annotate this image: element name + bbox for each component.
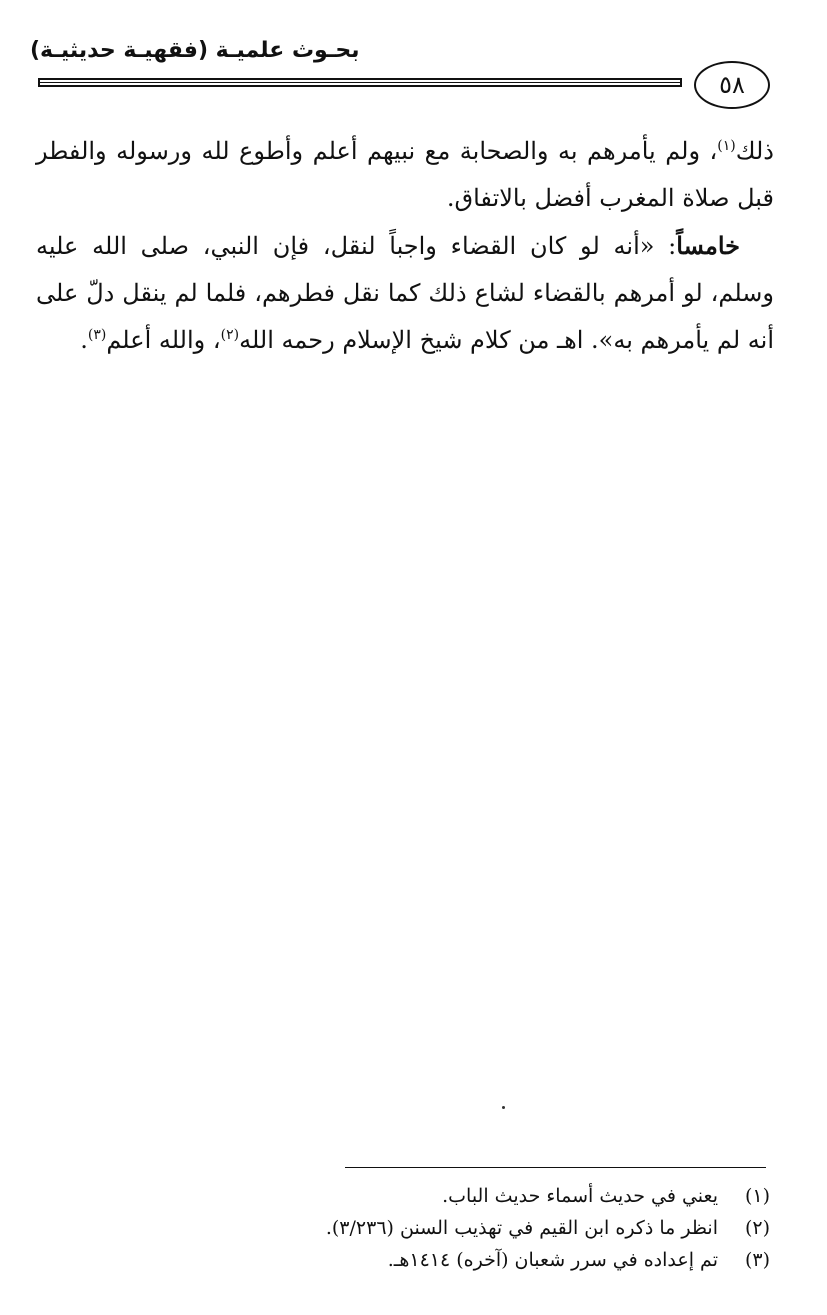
main-text	[36, 128, 774, 364]
paragraph-2-end: .	[80, 326, 88, 354]
footnotes	[180, 1180, 770, 1276]
footnote-text: تم إعداده في سرر شعبان (آخره) ١٤١٤هـ.	[387, 1249, 718, 1271]
paragraph-1-start: ذلك	[735, 137, 774, 165]
footnote-separator	[345, 1167, 766, 1168]
paragraph-2-text: : «أنه لو كان القضاء واجباً لنقل، فإن النبي، صلى الله عليه وسلم، لو أمرهم بالقضاء لشاع ذلك كما نقل فطرهم، فلما لم ينقل دلّ على أنه لم يأمرهم به». اهـ من كلام شيخ الإسلام رحمه الله	[36, 232, 774, 354]
paragraph-2	[36, 222, 774, 364]
paragraph-1-text: ، ولم يأمرهم به والصحابة مع نبيهم أعلم وأطوع لله ورسوله والفطر قبل صلاة المغرب أفضل بالاتفاق.	[36, 137, 774, 212]
header-rule	[38, 78, 682, 87]
footnote-ref-1: (١)	[717, 138, 736, 154]
footnote-number: (٢)	[744, 1217, 770, 1239]
footnote-text: يعني في حديث أسماء حديث الباب.	[442, 1185, 718, 1207]
stray-dot	[502, 1106, 505, 1109]
footnote-number: (٣)	[744, 1249, 770, 1271]
footnote-ref-3: (٣)	[87, 327, 107, 343]
running-header-title: بحـوث علميـة (فقهيـة حديثيـة)	[30, 38, 360, 63]
paragraph-1	[36, 128, 774, 222]
footnote-item	[180, 1212, 770, 1244]
page-number: ٥٨	[694, 61, 770, 109]
paragraph-2-closing: ، والله أعلم	[106, 326, 221, 354]
footnote-item	[180, 1244, 770, 1276]
footnote-text: انظر ما ذكره ابن القيم في تهذيب السنن (٣/٢٣٦).	[325, 1217, 718, 1239]
footnote-item	[180, 1180, 770, 1212]
footnote-number: (١)	[744, 1185, 770, 1207]
footnote-ref-2: (٢)	[220, 327, 240, 343]
paragraph-2-lead: خامساً	[676, 231, 740, 260]
